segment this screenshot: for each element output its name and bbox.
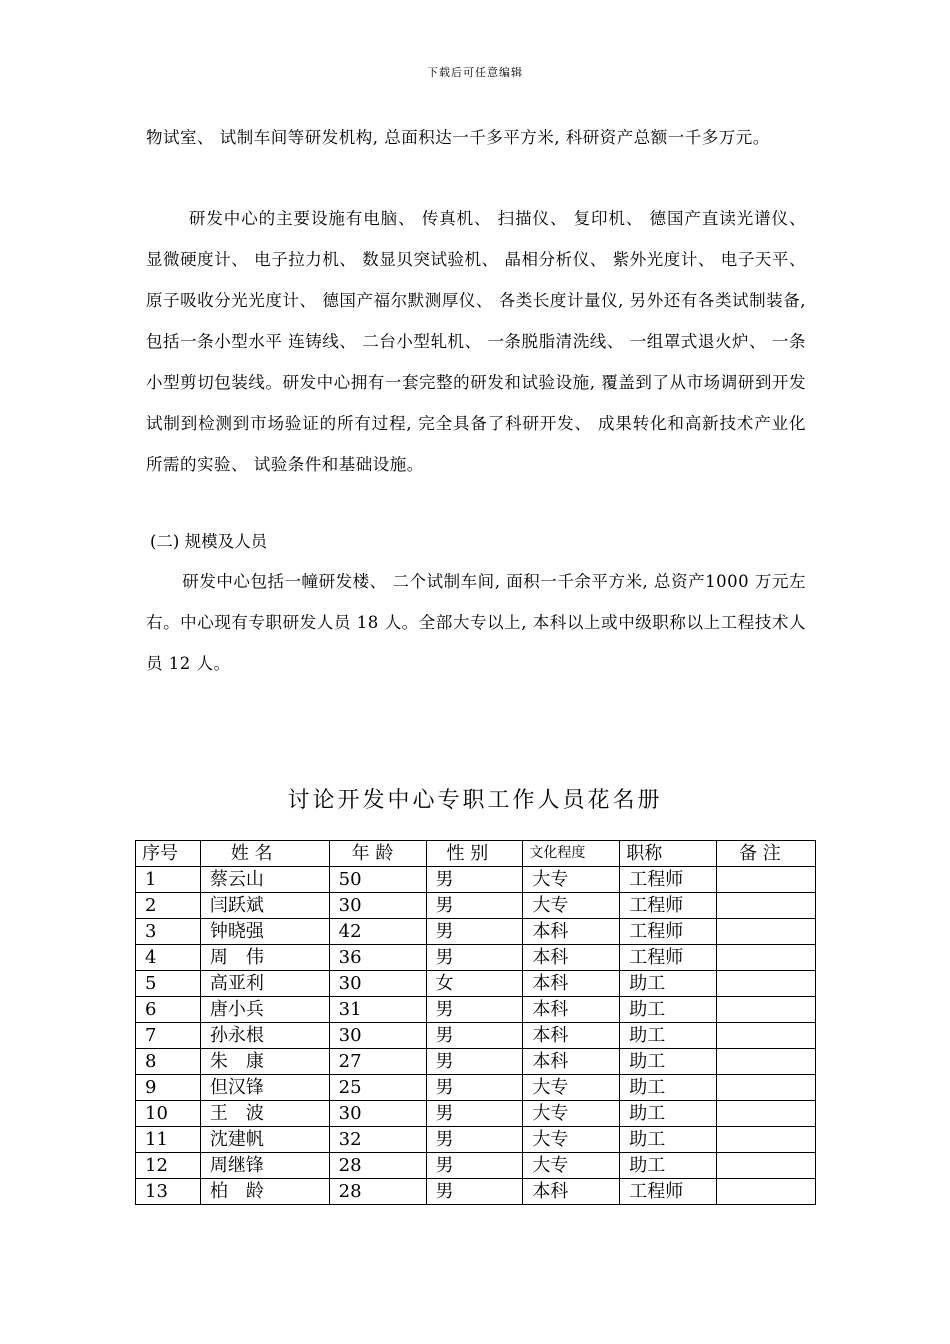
table-row bbox=[136, 1179, 816, 1205]
cell-gender: 男 bbox=[426, 1049, 523, 1075]
cell-seq: 13 bbox=[136, 1179, 201, 1205]
cell-education: 大专 bbox=[523, 893, 620, 919]
cell-seq: 9 bbox=[136, 1075, 201, 1101]
table-title: 讨论开发中心专职工作人员花名册 bbox=[287, 788, 663, 813]
cell-name: 蔡云山 bbox=[200, 867, 329, 893]
section-heading-scale: (二) 规模及人员 bbox=[150, 532, 268, 551]
cell-title: 助工 bbox=[620, 1127, 717, 1153]
cell-seq: 1 bbox=[136, 867, 201, 893]
cell-remark bbox=[717, 1127, 816, 1153]
cell-gender: 男 bbox=[426, 1023, 523, 1049]
cell-name: 但汉锋 bbox=[200, 1075, 329, 1101]
cell-education: 本科 bbox=[523, 1179, 620, 1205]
cell-age: 30 bbox=[329, 893, 426, 919]
cell-age: 30 bbox=[329, 1023, 426, 1049]
header-name: 姓 名 bbox=[200, 841, 329, 867]
cell-title: 工程师 bbox=[620, 1179, 717, 1205]
table-row bbox=[136, 997, 816, 1023]
cell-gender: 男 bbox=[426, 1101, 523, 1127]
cell-title: 助工 bbox=[620, 997, 717, 1023]
cell-age: 31 bbox=[329, 997, 426, 1023]
cell-name: 朱 康 bbox=[200, 1049, 329, 1075]
cell-remark bbox=[717, 1153, 816, 1179]
cell-title: 助工 bbox=[620, 971, 717, 997]
cell-name: 沈建帆 bbox=[200, 1127, 329, 1153]
cell-education: 本科 bbox=[523, 945, 620, 971]
cell-gender: 男 bbox=[426, 997, 523, 1023]
cell-name: 周继锋 bbox=[200, 1153, 329, 1179]
header-remark: 备 注 bbox=[717, 841, 816, 867]
header-title: 职称 bbox=[620, 841, 717, 867]
cell-seq: 5 bbox=[136, 971, 201, 997]
cell-education: 本科 bbox=[523, 919, 620, 945]
cell-name: 孙永根 bbox=[200, 1023, 329, 1049]
cell-remark bbox=[717, 1075, 816, 1101]
cell-seq: 8 bbox=[136, 1049, 201, 1075]
cell-name: 闫跃斌 bbox=[200, 893, 329, 919]
cell-seq: 6 bbox=[136, 997, 201, 1023]
cell-remark bbox=[717, 893, 816, 919]
cell-seq: 11 bbox=[136, 1127, 201, 1153]
cell-name: 周 伟 bbox=[200, 945, 329, 971]
cell-remark bbox=[717, 1101, 816, 1127]
cell-education: 大专 bbox=[523, 867, 620, 893]
cell-gender: 男 bbox=[426, 945, 523, 971]
cell-education: 大专 bbox=[523, 1153, 620, 1179]
cell-age: 30 bbox=[329, 971, 426, 997]
header-age: 年 龄 bbox=[329, 841, 426, 867]
table-row bbox=[136, 1127, 816, 1153]
cell-title: 工程师 bbox=[620, 919, 717, 945]
table-row bbox=[136, 893, 816, 919]
cell-age: 32 bbox=[329, 1127, 426, 1153]
cell-gender: 男 bbox=[426, 919, 523, 945]
cell-age: 36 bbox=[329, 945, 426, 971]
cell-age: 28 bbox=[329, 1153, 426, 1179]
header-education: 文化程度 bbox=[523, 841, 620, 867]
table-row bbox=[136, 1023, 816, 1049]
cell-title: 工程师 bbox=[620, 867, 717, 893]
table-header-row bbox=[136, 841, 816, 867]
cell-education: 大专 bbox=[523, 1127, 620, 1153]
cell-seq: 12 bbox=[136, 1153, 201, 1179]
cell-name: 王 波 bbox=[200, 1101, 329, 1127]
cell-title: 助工 bbox=[620, 1023, 717, 1049]
cell-title: 助工 bbox=[620, 1153, 717, 1179]
paragraph-facilities-area: 物试室、 试制车间等研发机构, 总面积达一千多平方米, 科研资产总额一千多万元。 bbox=[146, 128, 770, 147]
cell-age: 50 bbox=[329, 867, 426, 893]
cell-title: 助工 bbox=[620, 1075, 717, 1101]
cell-title: 工程师 bbox=[620, 893, 717, 919]
cell-gender: 男 bbox=[426, 867, 523, 893]
cell-remark bbox=[717, 1049, 816, 1075]
cell-remark bbox=[717, 919, 816, 945]
header-gender: 性 别 bbox=[426, 841, 523, 867]
cell-education: 本科 bbox=[523, 971, 620, 997]
cell-gender: 男 bbox=[426, 1179, 523, 1205]
cell-seq: 3 bbox=[136, 919, 201, 945]
cell-remark bbox=[717, 997, 816, 1023]
staff-roster-table bbox=[135, 840, 816, 1205]
cell-age: 27 bbox=[329, 1049, 426, 1075]
cell-education: 本科 bbox=[523, 1023, 620, 1049]
table-row bbox=[136, 1153, 816, 1179]
cell-education: 本科 bbox=[523, 1049, 620, 1075]
cell-title: 助工 bbox=[620, 1101, 717, 1127]
cell-age: 25 bbox=[329, 1075, 426, 1101]
table-row bbox=[136, 1101, 816, 1127]
cell-gender: 女 bbox=[426, 971, 523, 997]
cell-gender: 男 bbox=[426, 893, 523, 919]
cell-gender: 男 bbox=[426, 1127, 523, 1153]
cell-name: 柏 龄 bbox=[200, 1179, 329, 1205]
cell-name: 唐小兵 bbox=[200, 997, 329, 1023]
cell-remark bbox=[717, 1023, 816, 1049]
table-row bbox=[136, 971, 816, 997]
cell-remark bbox=[717, 945, 816, 971]
cell-title: 工程师 bbox=[620, 945, 717, 971]
cell-seq: 4 bbox=[136, 945, 201, 971]
cell-remark bbox=[717, 867, 816, 893]
page-header: 下载后可任意编辑 bbox=[427, 66, 523, 79]
paragraph-equipment: 研发中心的主要设施有电脑、 传真机、 扫描仪、 复印机、 德国产直读光谱仪、 显微硬度计、 电子拉力机、 数显贝突试验机、 晶相分析仪、 紫外光度计、 电子天平、 原子吸收分光光度计、 德国产福尔默测厚仪、 各类长度计量仪, 另外还有各类试制装备, 包括一条小型水平 连铸线、 二台小型轧机、 一条脱脂清洗线、 一组罩式退火炉、 一条小型剪切包装线。研发中心拥有一套完整的研发和试验设施, 覆盖到了从市场调研到开发试制到检测到市场验证的所有过程, 完全具备了科研开发、 成果转化和高新技术产业化所需的实验、 试验条件和基础设施。 bbox=[146, 209, 806, 474]
table-row bbox=[136, 867, 816, 893]
header-seq: 序号 bbox=[136, 841, 201, 867]
table-row bbox=[136, 945, 816, 971]
cell-age: 42 bbox=[329, 919, 426, 945]
cell-remark bbox=[717, 971, 816, 997]
cell-remark bbox=[717, 1179, 816, 1205]
table-row bbox=[136, 1049, 816, 1075]
table-row bbox=[136, 1075, 816, 1101]
cell-education: 大专 bbox=[523, 1075, 620, 1101]
cell-name: 钟晓强 bbox=[200, 919, 329, 945]
cell-age: 28 bbox=[329, 1179, 426, 1205]
cell-education: 本科 bbox=[523, 997, 620, 1023]
cell-seq: 10 bbox=[136, 1101, 201, 1127]
cell-seq: 7 bbox=[136, 1023, 201, 1049]
cell-seq: 2 bbox=[136, 893, 201, 919]
cell-gender: 男 bbox=[426, 1153, 523, 1179]
cell-title: 助工 bbox=[620, 1049, 717, 1075]
cell-name: 高亚利 bbox=[200, 971, 329, 997]
paragraph-scale-personnel: 研发中心包括一幢研发楼、 二个试制车间, 面积一千余平方米, 总资产1000 万元左右。中心现有专职研发人员 18 人。全部大专以上, 本科以上或中级职称以上工程技术人员 12 人。 bbox=[146, 572, 806, 673]
table-row bbox=[136, 919, 816, 945]
cell-age: 30 bbox=[329, 1101, 426, 1127]
cell-gender: 男 bbox=[426, 1075, 523, 1101]
cell-education: 大专 bbox=[523, 1101, 620, 1127]
